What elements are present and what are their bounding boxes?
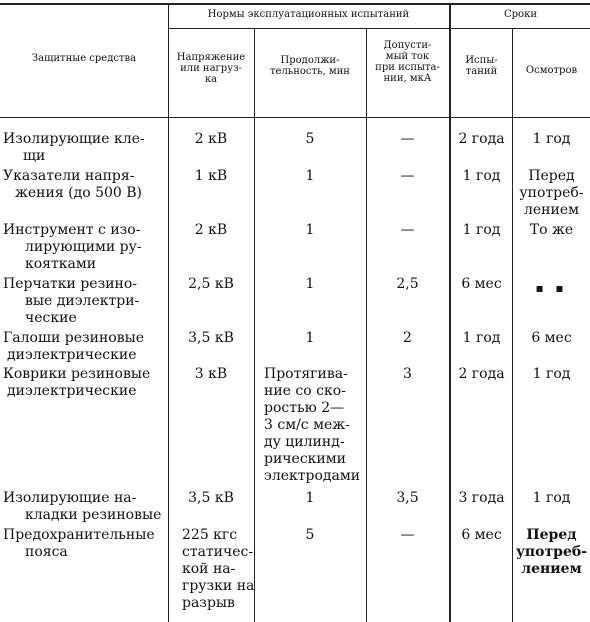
table-row-4-name: Перчатки резино- вые диэлектри- ческие (3, 276, 140, 326)
table-row-4-current: 2,5 (396, 276, 419, 292)
table-row-3-voltage: 2 кВ (194, 222, 228, 238)
table-row-3-current: — (400, 222, 415, 238)
table-row-2-voltage: 1 кВ (194, 168, 228, 184)
table-row-8-inspections: Перед употреб- лением (515, 527, 588, 577)
header-inspections: Осмотров (525, 65, 578, 76)
table-row-2-tests: 1 год (462, 168, 501, 184)
table-row-6-voltage: 3 кВ (194, 366, 228, 382)
table-row-2-name: Указатели напря- жения (до 500 В) (3, 168, 142, 201)
table-row-2-current: — (400, 168, 415, 184)
header-protective-means: Защитные средства (31, 53, 137, 64)
header-current: Допусти- мый ток при испыта- нии, мкА (375, 40, 440, 84)
table-row-1-inspections: 1 год (532, 131, 571, 147)
table-row-8-current: — (400, 527, 415, 543)
table-row-7-inspections: 1 год (532, 490, 571, 506)
table-row-6-duration: Протягива- ние со ско- ростью 2— 3 см/с меж- ду цилинд- рическими электродами (264, 366, 361, 484)
header-bottom-rule (0, 117, 590, 118)
header-norms-group: Нормы эксплуатационных испытаний (207, 9, 410, 20)
table-row-4-inspections: ▪ ▪ (535, 281, 568, 295)
header-terms-group: Сроки (504, 9, 537, 20)
table-row-5-name: Галоши резиновые диэлектрические (3, 330, 145, 363)
table-row-8-tests: 6 мес (461, 527, 502, 543)
table-row-7-tests: 3 года (458, 490, 505, 506)
header-voltage: Напряжение или нагруз- ка (176, 52, 246, 85)
table-row-3-name: Инструмент с изо- лирующими ру- коятками (3, 222, 142, 272)
table-row-1-name: Изолирующие кле- щи (3, 131, 145, 164)
table-row-7-duration: 1 (305, 490, 315, 506)
table-row-7-name: Изолирующие на- кладки резиновые (3, 490, 162, 523)
table-row-5-inspections: 6 мес (531, 330, 572, 346)
group-header-rule (168, 28, 590, 29)
header-tests: Испы- таний (465, 55, 498, 77)
col-rule-1 (168, 5, 169, 622)
table-row-1-duration: 5 (305, 131, 315, 147)
table-row-4-tests: 6 мес (461, 276, 502, 292)
table-row-3-tests: 1 год (462, 222, 501, 238)
table-row-6-tests: 2 года (458, 366, 505, 382)
table-row-8-voltage: 225 кгс статичес- кой на- грузки на разрыв (182, 527, 255, 611)
table-row-7-voltage: 3,5 кВ (188, 490, 234, 506)
table-row-3-duration: 1 (305, 222, 315, 238)
table-row-4-duration: 1 (305, 276, 315, 292)
table-row-6-inspections: 1 год (532, 366, 571, 382)
table-row-6-current: 3 (403, 366, 412, 382)
table-row-5-voltage: 3,5 кВ (188, 330, 234, 346)
table-row-1-tests: 2 года (458, 131, 505, 147)
table-row-5-current: 2 (403, 330, 412, 346)
table-row-8-name: Предохранительные пояса (3, 527, 155, 560)
table-row-3-inspections: То же (529, 222, 574, 238)
table-row-4-voltage: 2,5 кВ (188, 276, 234, 292)
table-row-7-current: 3,5 (396, 490, 419, 506)
table-row-6-name: Коврики резиновые диэлектрические (3, 366, 151, 399)
table-row-2-inspections: Перед употреб- лением (519, 168, 584, 218)
table-row-1-current: — (400, 131, 415, 147)
table-row-5-tests: 1 год (462, 330, 501, 346)
table-top-rule (0, 3, 590, 5)
table-row-8-duration: 5 (305, 527, 315, 543)
table-row-2-duration: 1 (305, 168, 315, 184)
header-duration: Продолжи- тельность, мин (270, 55, 350, 77)
table-row-5-duration: 1 (305, 330, 315, 346)
table-row-1-voltage: 2 кВ (194, 131, 228, 147)
